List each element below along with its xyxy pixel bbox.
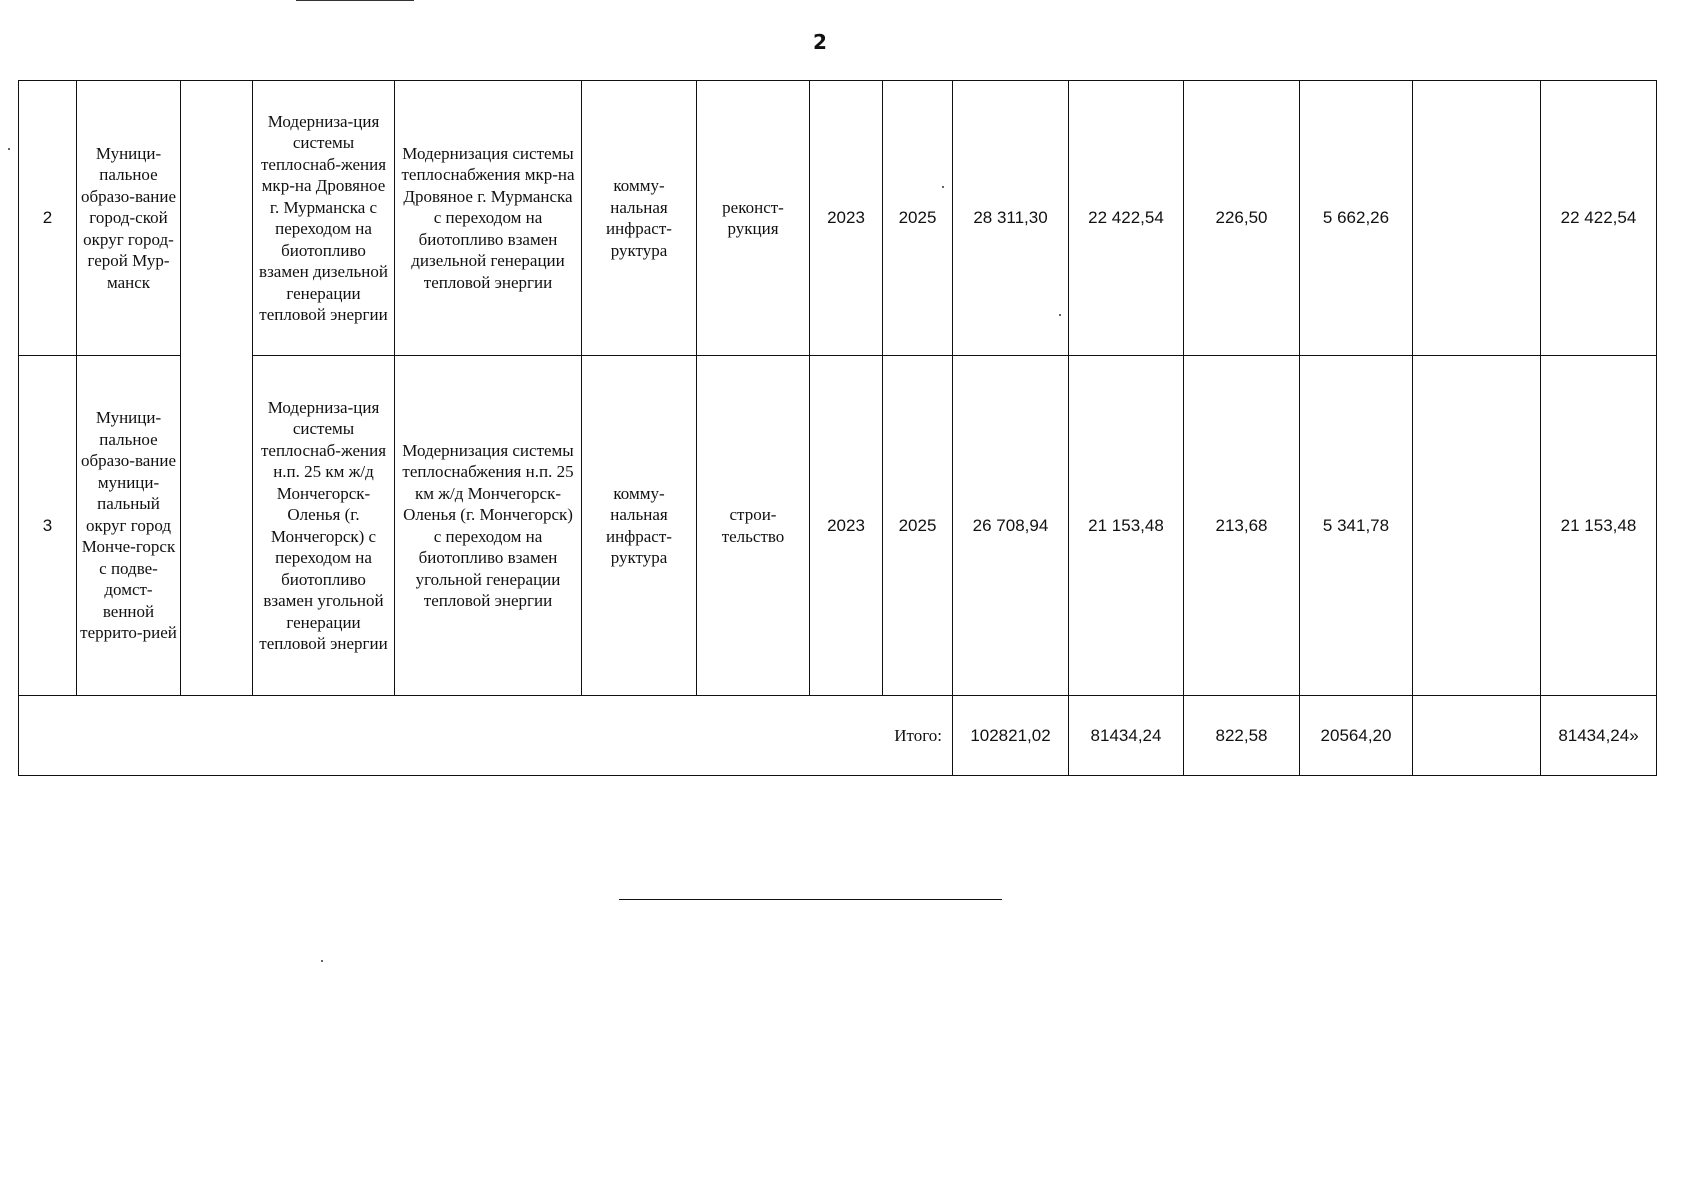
project-full-cell: Модернизация системы теплоснабжения н.п. 25 км ж/д Мончегорск-Оленья (г. Мончегорск) с переходом на биотопливо взамен угольной генерации тепловой энергии bbox=[395, 356, 582, 696]
scan-speck bbox=[942, 186, 944, 188]
value-5-cell: 21 153,48 bbox=[1541, 356, 1657, 696]
value-4-cell bbox=[1413, 356, 1541, 696]
sphere-cell: комму-нальная инфраст-руктура bbox=[582, 81, 697, 356]
totals-value-2-cell: 822,58 bbox=[1184, 696, 1300, 776]
total-cost-cell: 28 311,30 bbox=[953, 81, 1069, 356]
page-number: 2 bbox=[813, 30, 827, 54]
totals-row bbox=[19, 696, 1657, 776]
scan-speck bbox=[8, 148, 10, 150]
municipality-cell: Муници-пальное образо-вание город-ской округ город-герой Мур-манск bbox=[77, 81, 181, 356]
value-4-cell bbox=[1413, 81, 1541, 356]
table-row bbox=[19, 356, 1657, 696]
top-rule bbox=[296, 0, 414, 1]
value-1-cell: 21 153,48 bbox=[1069, 356, 1184, 696]
sphere-cell: комму-нальная инфраст-руктура bbox=[582, 356, 697, 696]
total-cost-cell: 26 708,94 bbox=[953, 356, 1069, 696]
row-number: 2 bbox=[19, 81, 77, 356]
scan-speck bbox=[1059, 314, 1061, 316]
year-start-cell: 2023 bbox=[810, 356, 883, 696]
value-2-cell: 213,68 bbox=[1184, 356, 1300, 696]
project-short-cell: Модерниза-ция системы теплоснаб-жения мкр-на Дровяное г. Мурманска с переходом на биотопливо взамен дизельной генерации тепловой энергии bbox=[253, 81, 395, 356]
work-type-cell: строи-тельство bbox=[697, 356, 810, 696]
value-2-cell: 226,50 bbox=[1184, 81, 1300, 356]
value-3-cell: 5 662,26 bbox=[1300, 81, 1413, 356]
totals-value-4-cell bbox=[1413, 696, 1541, 776]
end-rule bbox=[619, 899, 1002, 900]
project-full-cell: Модернизация системы теплоснабжения мкр-на Дровяное г. Мурманска с переходом на биотопливо взамен дизельной генерации тепловой энергии bbox=[395, 81, 582, 356]
project-short-cell: Модерниза-ция системы теплоснаб-жения н.п. 25 км ж/д Мончегорск-Оленья (г. Мончегорск) с переходом на биотопливо взамен угольной генерации тепловой энергии bbox=[253, 356, 395, 696]
table-row bbox=[19, 81, 1657, 356]
year-start-cell: 2023 bbox=[810, 81, 883, 356]
projects-table bbox=[18, 80, 1657, 776]
totals-value-1-cell: 81434,24 bbox=[1069, 696, 1184, 776]
totals-value-3-cell: 20564,20 bbox=[1300, 696, 1413, 776]
empty-merged-cell bbox=[181, 81, 253, 696]
municipality-cell: Муници-пальное образо-вание муници-пальный округ город Монче-горск с подве-домст-венной террито-рией bbox=[77, 356, 181, 696]
value-1-cell: 22 422,54 bbox=[1069, 81, 1184, 356]
year-end-cell: 2025 bbox=[883, 356, 953, 696]
value-5-cell: 22 422,54 bbox=[1541, 81, 1657, 356]
work-type-cell: реконст-рукция bbox=[697, 81, 810, 356]
value-3-cell: 5 341,78 bbox=[1300, 356, 1413, 696]
row-number: 3 bbox=[19, 356, 77, 696]
scan-speck bbox=[321, 960, 323, 962]
totals-label: Итого: bbox=[19, 696, 953, 776]
totals-total-cell: 102821,02 bbox=[953, 696, 1069, 776]
year-end-cell: 2025 bbox=[883, 81, 953, 356]
totals-value-5-cell: 81434,24» bbox=[1541, 696, 1657, 776]
